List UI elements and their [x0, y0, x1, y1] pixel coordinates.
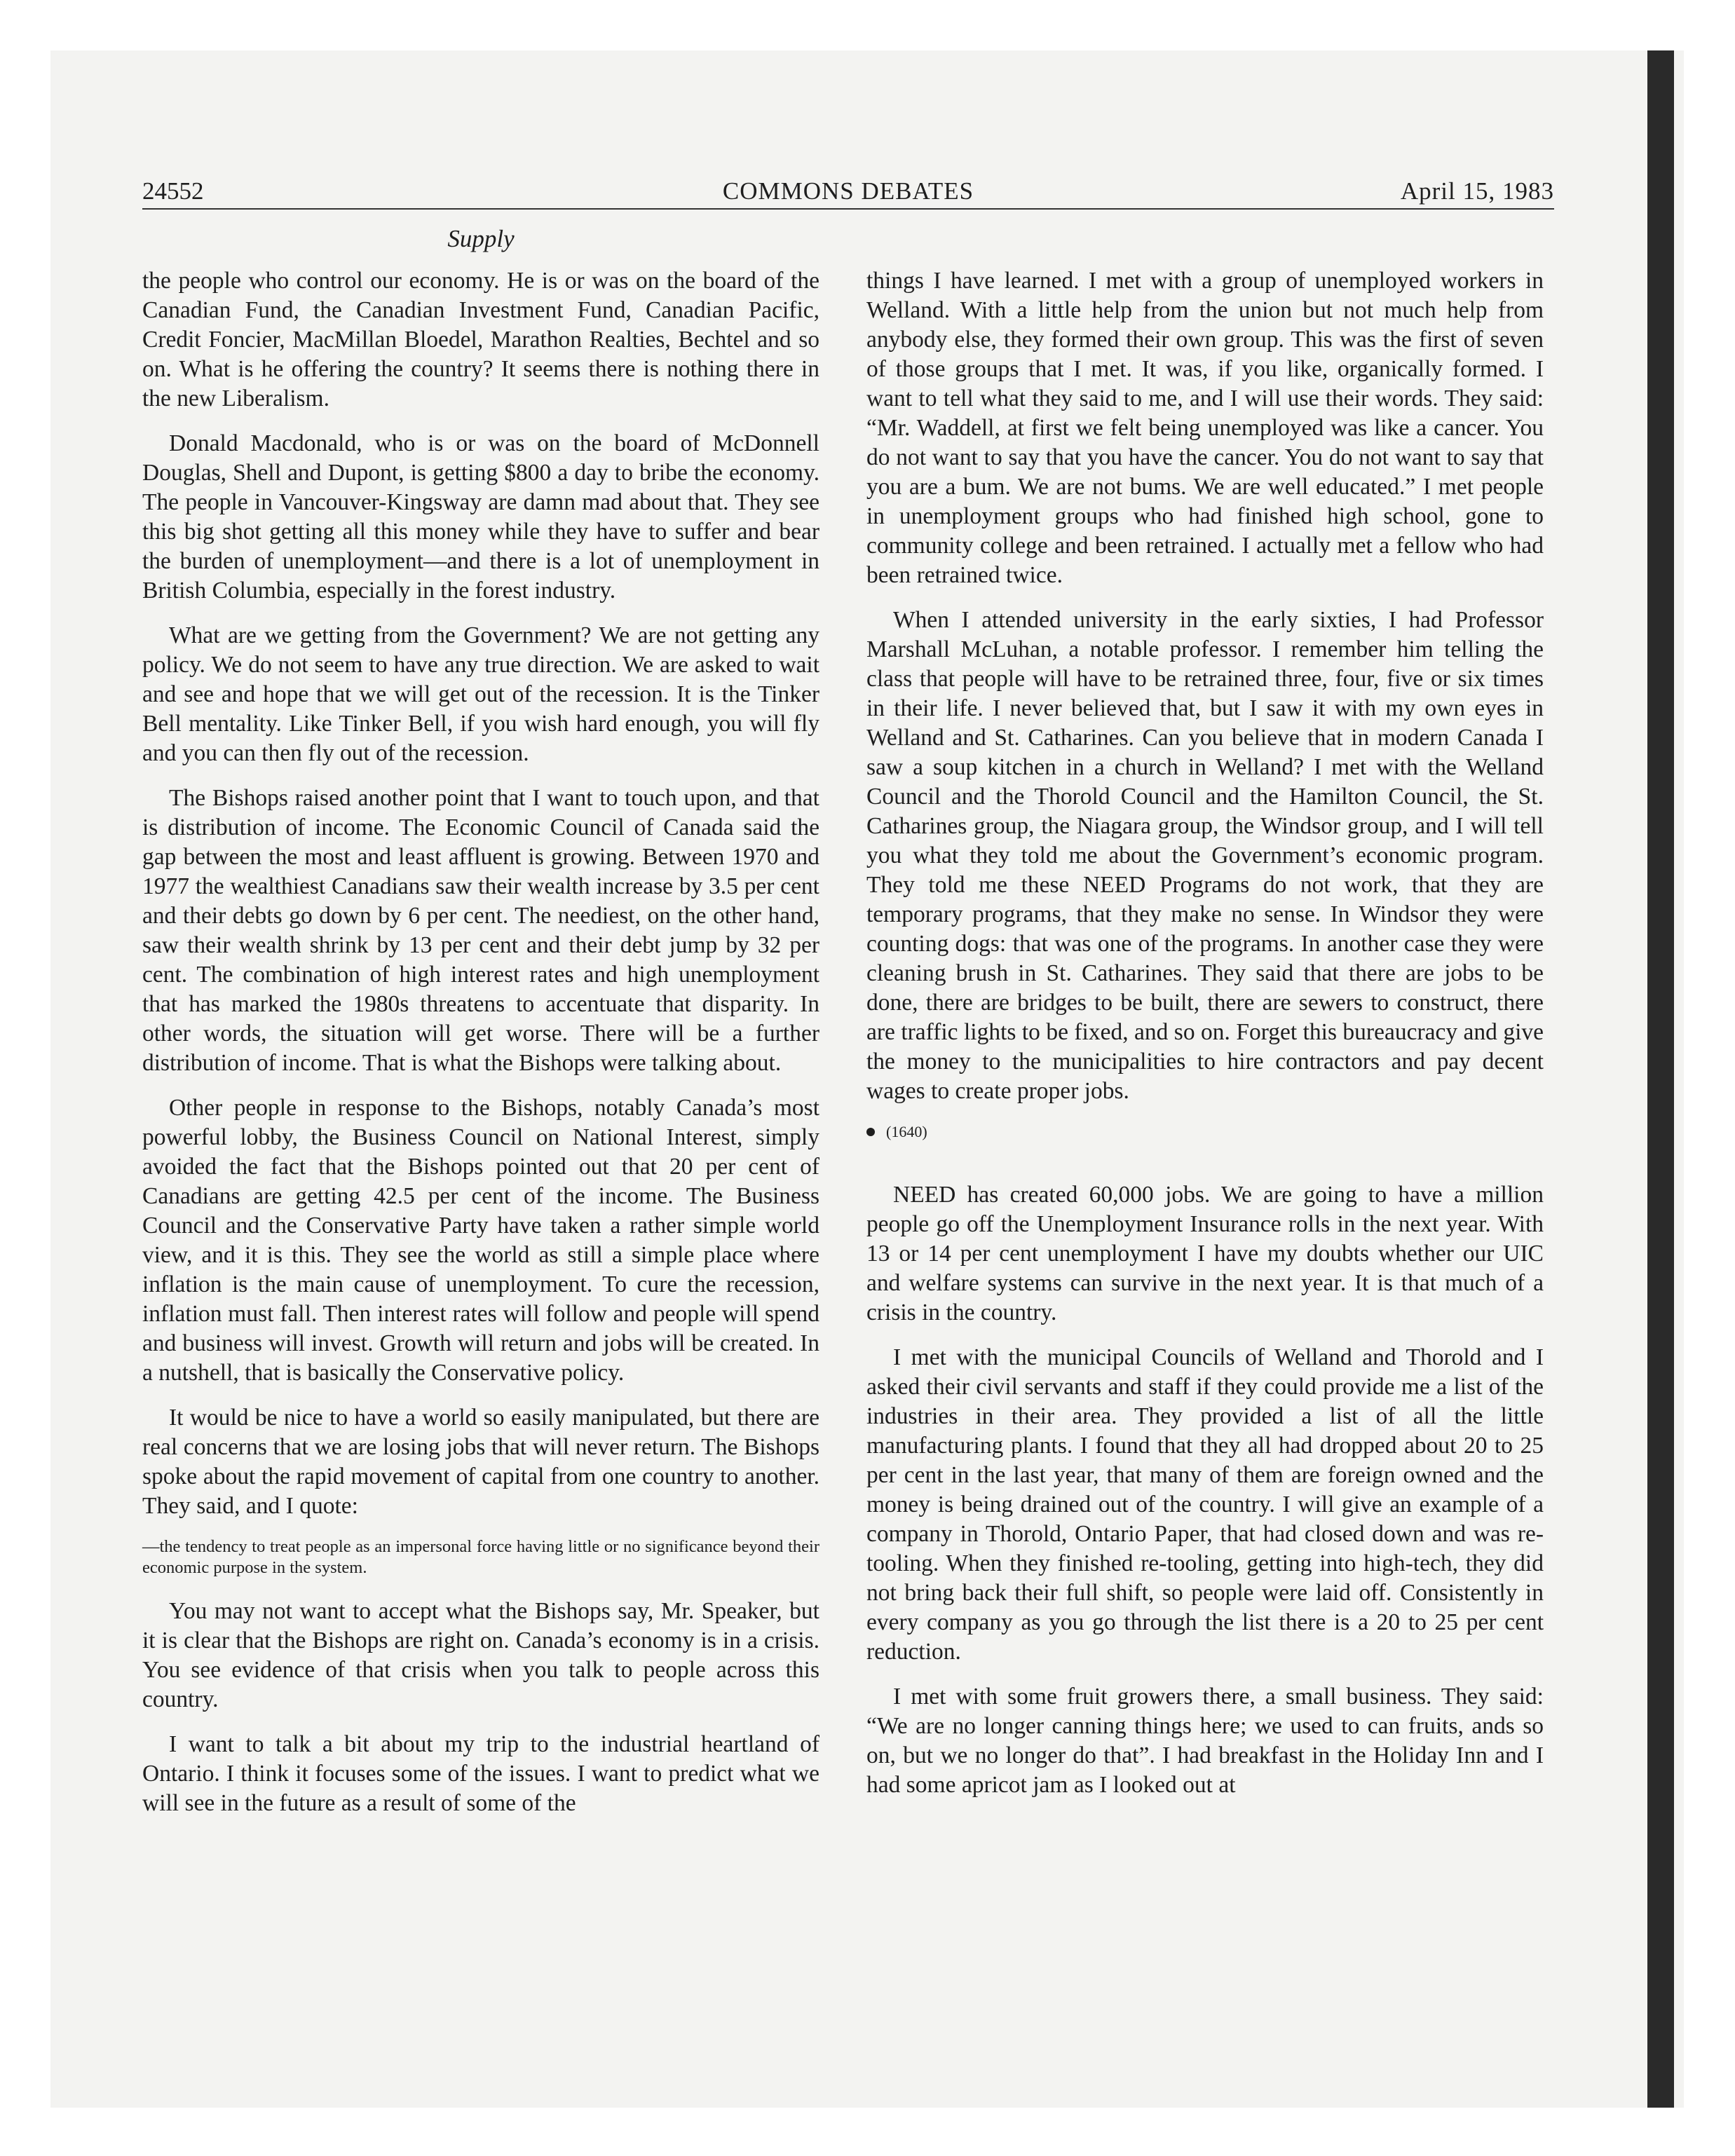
header-rule: [142, 208, 1554, 210]
paragraph: Other people in response to the Bishops, notably Canada’s most powerful lobby, the Business Council on National Interest, simply avoided the fact that the Bishops pointed out that 20 per cent of Canadians are getting 42.5 per cent of the income. The Business Council and the Conservative Party have taken a rather simple world view, and it is this. They see the world as still a simple place where inflation is the main cause of unemployment. To cure the recession, inflation must fall. Then interest rates will follow and people will spend and business will invest. Growth will return and jobs will be created. In a nutshell, that is basically the Conservative policy.: [142, 1095, 819, 1386]
paragraph: I met with the municipal Councils of Welland and Thorold and I asked their civil servants and staff if they could provide me a list of the industries in their area. They provided a list of all the little manufacturing plants. I found that they all had dropped about 20 to 25 per cent in the last year, that many of them are foreign owned and the money is being drained out of the country. I will give an example of a company in Thorold, Ontario Paper, that had closed down and was re-tooling. When they finished re-tooling, getting into high-tech, they did not bring back their full shift, so people were laid off. Consistently in every company as you go through the list there is a 20 to 25 per cent reduction.: [866, 1344, 1544, 1665]
paragraph: Donald Macdonald, who is or was on the board of McDonnell Douglas, Shell and Dupont, is getting $800 a day to bribe the economy. The people in Vancouver-Kingsway are damn mad about that. They see this big shot getting all this money while they have to suffer and bear the burden of unemployment—and there is a lot of unemployment in British Columbia, especially in the forest industry.: [142, 430, 819, 603]
page-header: [142, 175, 1554, 207]
paragraph: I want to talk a bit about my trip to the industrial heartland of Ontario. I think it focuses some of the issues. I want to predict what we will see in the future as a result of some of the: [142, 1731, 819, 1816]
paragraph: What are we getting from the Government? We are not getting any policy. We do not seem to have any true direction. We are asked to wait and see and hope that we will get out of the recession. It is the Tinker Bell mentality. Like Tinker Bell, if you wish hard enough, you will fly and you can then fly out of the recession.: [142, 622, 819, 766]
scan-edge-shadow: [1647, 50, 1674, 2108]
publication-title: COMMONS DEBATES: [722, 177, 974, 205]
paragraph: I met with some fruit growers there, a small business. They said: “We are no longer canning things here; we used to can fruits, ands so on, but we no longer do that”. I had breakfast in the Holiday Inn and I had some apricot jam as I looked out at: [866, 1684, 1544, 1798]
paragraph: It would be nice to have a world so easily manipulated, but there are real concerns that we are losing jobs that will never return. The Bishops spoke about the rapid movement of capital from one country to another. They said, and I quote:: [142, 1405, 819, 1519]
timestamp: (1640): [886, 1123, 927, 1140]
paragraph: You may not want to accept what the Bishops say, Mr. Speaker, but it is clear that the Bishops are right on. Canada’s economy is in a crisis. You see evidence of that crisis when you talk to people across this country.: [142, 1598, 819, 1712]
right-column: [866, 266, 1544, 1815]
paragraph: When I attended university in the early sixties, I had Professor Marshall McLuhan, a notable professor. I remember him telling the class that people will have to be retrained three, four, five or six times in their life. I never believed that, but I saw it with my own eyes in Welland and St. Catharines. Can you believe that in modern Canada I saw a soup kitchen in a church in Welland? I met with the Welland Council and the Thorold Council and the Hamilton Council, the St. Catharines group, the Niagara group, the Windsor group, and I will tell you what they told me about the Government’s economic program. They told me these NEED Programs do not work, that they are temporary programs, that they make no sense. In Windsor they were counting dogs: that was one of the programs. In another case they were cleaning brush in St. Catharines. They said that there are jobs to be done, there are bridges to be built, there are sewers to construct, there are traffic lights to be fixed, and so on. Forget this bureaucracy and give the money to the municipalities to hire contractors and pay decent wages to create proper jobs.: [866, 607, 1544, 1104]
bullet-icon: [866, 1128, 875, 1136]
paragraph: The Bishops raised another point that I want to touch upon, and that is distribution of income. The Economic Council of Canada said the gap between the most and least affluent is growing. Between 1970 and 1977 the wealthiest Canadians saw their wealth increase by 3.5 per cent and their debts go down by 6 per cent. The neediest, on the other hand, saw their wealth shrink by 13 per cent and their debt jump by 32 per cent. The combination of high interest rates and high unemployment that has marked the 1980s threatens to accentuate that disparity. In other words, the situation will get worse. There will be a further distribution of income. That is what the Bishops were talking about.: [142, 785, 819, 1076]
debate-date: April 15, 1983: [1400, 177, 1554, 205]
block-quote: —the tendency to treat people as an impersonal force having little or no significance beyond their economic purpose in the system.: [142, 1537, 819, 1577]
paragraph: NEED has created 60,000 jobs. We are going to have a million people go off the Unemployment Insurance rolls in the next year. With 13 or 14 per cent unemployment I have my doubts whether our UIC and welfare systems can survive in the next year. It is that much of a crisis in the country.: [866, 1182, 1544, 1325]
left-column: [142, 266, 819, 1834]
page-number: 24552: [142, 177, 204, 205]
paragraph: the people who control our economy. He is or was on the board of the Canadian Fund, the Canadian Investment Fund, Canadian Pacific, Credit Foncier, MacMillan Bloedel, Marathon Realties, Bechtel and so on. What is he offering the country? It seems there is nothing there in the new Liberalism.: [142, 268, 819, 411]
paragraph: things I have learned. I met with a group of unemployed workers in Welland. With a little help from the union but not much help from anybody else, they formed their own group. This was the first of seven of those groups that I met. It was, if you like, organically formed. I want to tell what they said to me, and I will use their words. They said: “Mr. Waddell, at first we felt being unemployed was like a cancer. You do not want to say that you have the cancer. You do not want to say that you are a bum. We are not bums. We are well educated.” I met people in unemployment groups who had finished high school, gone to community college and been retrained. I actually met a fellow who had been retrained twice.: [866, 268, 1544, 588]
timestamp-marker: [866, 1121, 1544, 1142]
section-heading: Supply: [447, 225, 515, 252]
